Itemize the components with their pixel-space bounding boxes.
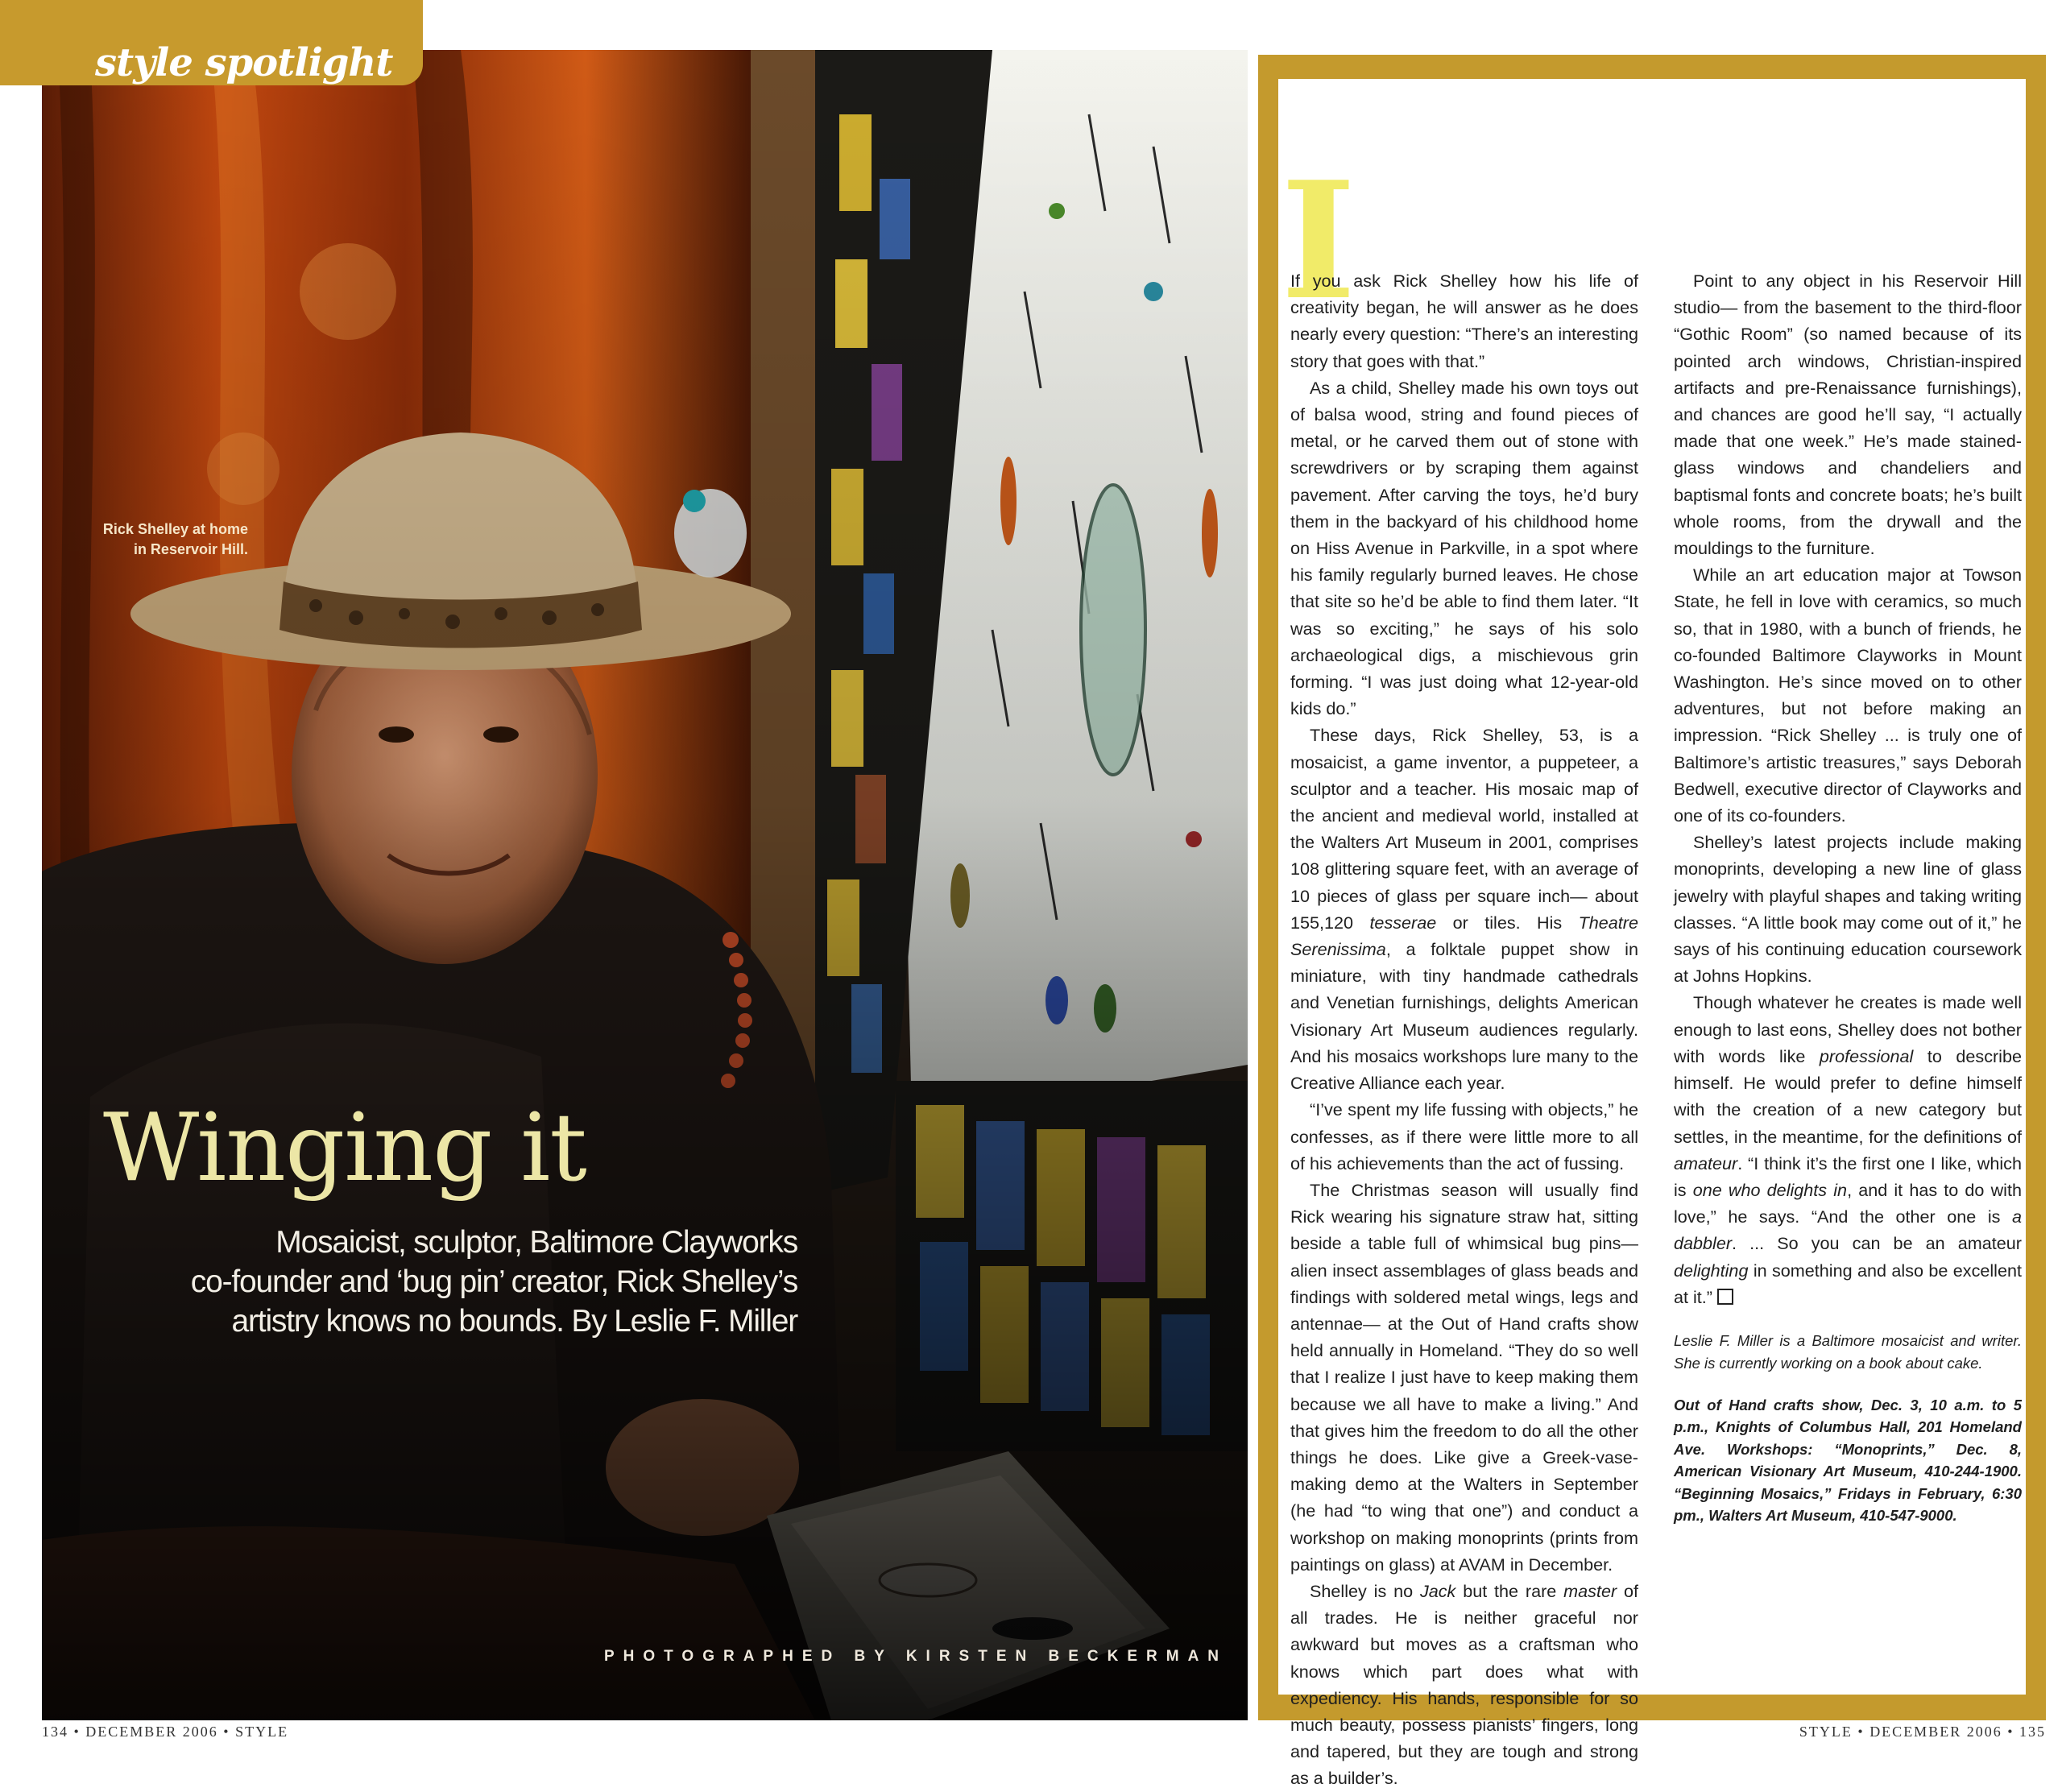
paragraph: The Christmas season will usually find Rick wearing his signature straw hat, sitting beside a table full of whimsical bug pins— alien insect assemblages of glass beads and findings with soldered metal wings, legs and antennae— at the Out of Hand crafts show held annually in Homeland. “They do so well that I realize I just have to keep making them because we all have to make a living.” And that gives him the freedom to do all the other things he does. Like give a Greek-vase-making demo at the Walters in September (he had “to wing that one”) and conduct a workshop on making monoprints (prints from paintings on glass) at AVAM in December.: [1290, 1179, 1638, 1575]
paragraph: As a child, Shelley made his own toys out of balsa wood, string and found pieces of metal, or he carved them out of stone with screwdrivers or by scraping them against pavement. After carving the toys, he’d bury them in the backyard of his childhood home on Hiss Avenue in Parkville, in a spot where his family regularly burned leaves. He chose that site so he’d be able to find them later. “It was so exciting,” he says of his solo archaeological digs, a mischievous grin forming. “I was just doing what 12-year-old kids do.”: [1290, 377, 1638, 719]
paragraph: Shelley is no Jack but the rare master of all trades. He is neither graceful nor awkward but moves as a craftsman who knows which part does what with expediency. His hands, responsible for so much beauty, possess pianists’ fingers, long and tapered, but they are tough and strong as a builder’s.: [1290, 1580, 1639, 1789]
end-mark-icon: [1717, 1289, 1733, 1305]
paragraph: Shelley’s latest projects include making monoprints, developing a new line of glass jewelry with playful shapes and taking writing classes. “A little book may come out of it,” he says of his continuing education coursework at Johns Hopkins.: [1674, 832, 2022, 987]
article-column-2: [1674, 267, 2022, 1527]
event-info: Out of Hand crafts show, Dec. 3, 10 a.m. to 5 p.m., Knights of Columbus Hall, 201 Homeland Ave. Workshops: “Monoprints,” Dec. 8, American Visionary Art Museum, 410-244-1900. “Beginning Mosaics,” Fridays in February, 6:30 pm., Walters Art Museum, 410-547-9000.: [1674, 1396, 2022, 1525]
section-tab: [0, 0, 423, 85]
paragraph: “I’ve spent my life fussing with objects,” he confesses, as if there were little more to all of his achievements than the act of fussing.: [1290, 1099, 1638, 1173]
photo-illustration: [42, 50, 1248, 1720]
section-label: style spotlight: [95, 40, 393, 85]
paragraph: While an art education major at Towson State, he fell in love with ceramics, so much so, that in 1980, with a bunch of friends, he co-founded Baltimore Clayworks in Mount Washington. He’s since moved on to other adventures, but not before making an impression. “Rick Shelley ... is truly one of Baltimore’s artistic treasures,” says Deborah Bedwell, executive director of Clayworks and one of its co-founders.: [1674, 565, 2022, 826]
author-bio: Leslie F. Miller is a Baltimore mosaicist and writer. She is currently working on a book about cake.: [1674, 1331, 2022, 1372]
article-column-1: [1290, 267, 1638, 1792]
folio-left: 134 • DECEMBER 2006 • STYLE: [42, 1724, 289, 1740]
photo-credit: PHOTOGRAPHED BY KIRSTEN BECKERMAN: [604, 1648, 1228, 1665]
paragraph: These days, Rick Shelley, 53, is a mosaicist, a game inventor, a puppeteer, a sculptor and a teacher. His mosaic map of the ancient and medieval world, installed at the Walters Art Museum in 2001, comprises 108 glittering square feet, with an average of 10 pieces of glass per square inch— about 155,120 tesserae or tiles. His Theatre Serenissima, a folktale puppet show in miniature, with tiny handmade cathedrals and Venetian furnishings, delights American Visionary Art Museum audiences regularly. And his mosaics workshops lure many to the Creative Alliance each year.: [1290, 725, 1638, 1094]
folio-right: STYLE • DECEMBER 2006 • 135: [1799, 1724, 2046, 1740]
paragraph: Point to any object in his Reservoir Hill studio— from the basement to the third-floor “Gothic Room” (so named because of its pointed arch windows, Christian-inspired artifacts and pre-Renaissance furnishings), and chances are good he’ll say, “I actually made that one week.” He’s made stained-glass windows and chandeliers and baptismal fonts and concrete boats; he’s built whole rooms, from the drywall and the mouldings to the furniture.: [1674, 271, 2022, 559]
deck-line-2: co-founder and ‘bug pin’ creator, Rick Shelley’s: [190, 1264, 797, 1299]
drop-cap: I: [1281, 147, 1356, 336]
caption-line-2: in Reservoir Hill.: [133, 541, 248, 557]
feature-photo: [42, 50, 1248, 1720]
headline: Winging it: [103, 1094, 586, 1202]
paragraph: If you ask Rick Shelley how his life of creativity began, he will answer as he does nearly every question: “There’s an interesting story that goes with that.”: [1290, 271, 1638, 371]
deck: [97, 1223, 797, 1341]
deck-line-1: Mosaicist, sculptor, Baltimore Clayworks: [275, 1225, 797, 1260]
deck-line-3: artistry knows no bounds. By Leslie F. Miller: [231, 1304, 797, 1339]
caption-line-1: Rick Shelley at home: [102, 521, 248, 537]
paragraph: Though whatever he creates is made well enough to last eons, Shelley does not bother with words like professional to describe himself. He would prefer to define himself with the creation of a new category but settles, in the meantime, for the definitions of amateur. “I think it’s the first one I like, which is one who delights in, and it has to do with love,” he says. “And the other one is a dabbler. ... So you can be an amateur delighting in something and also be excellent at it.”: [1674, 992, 2022, 1307]
photo-caption: [81, 519, 248, 560]
